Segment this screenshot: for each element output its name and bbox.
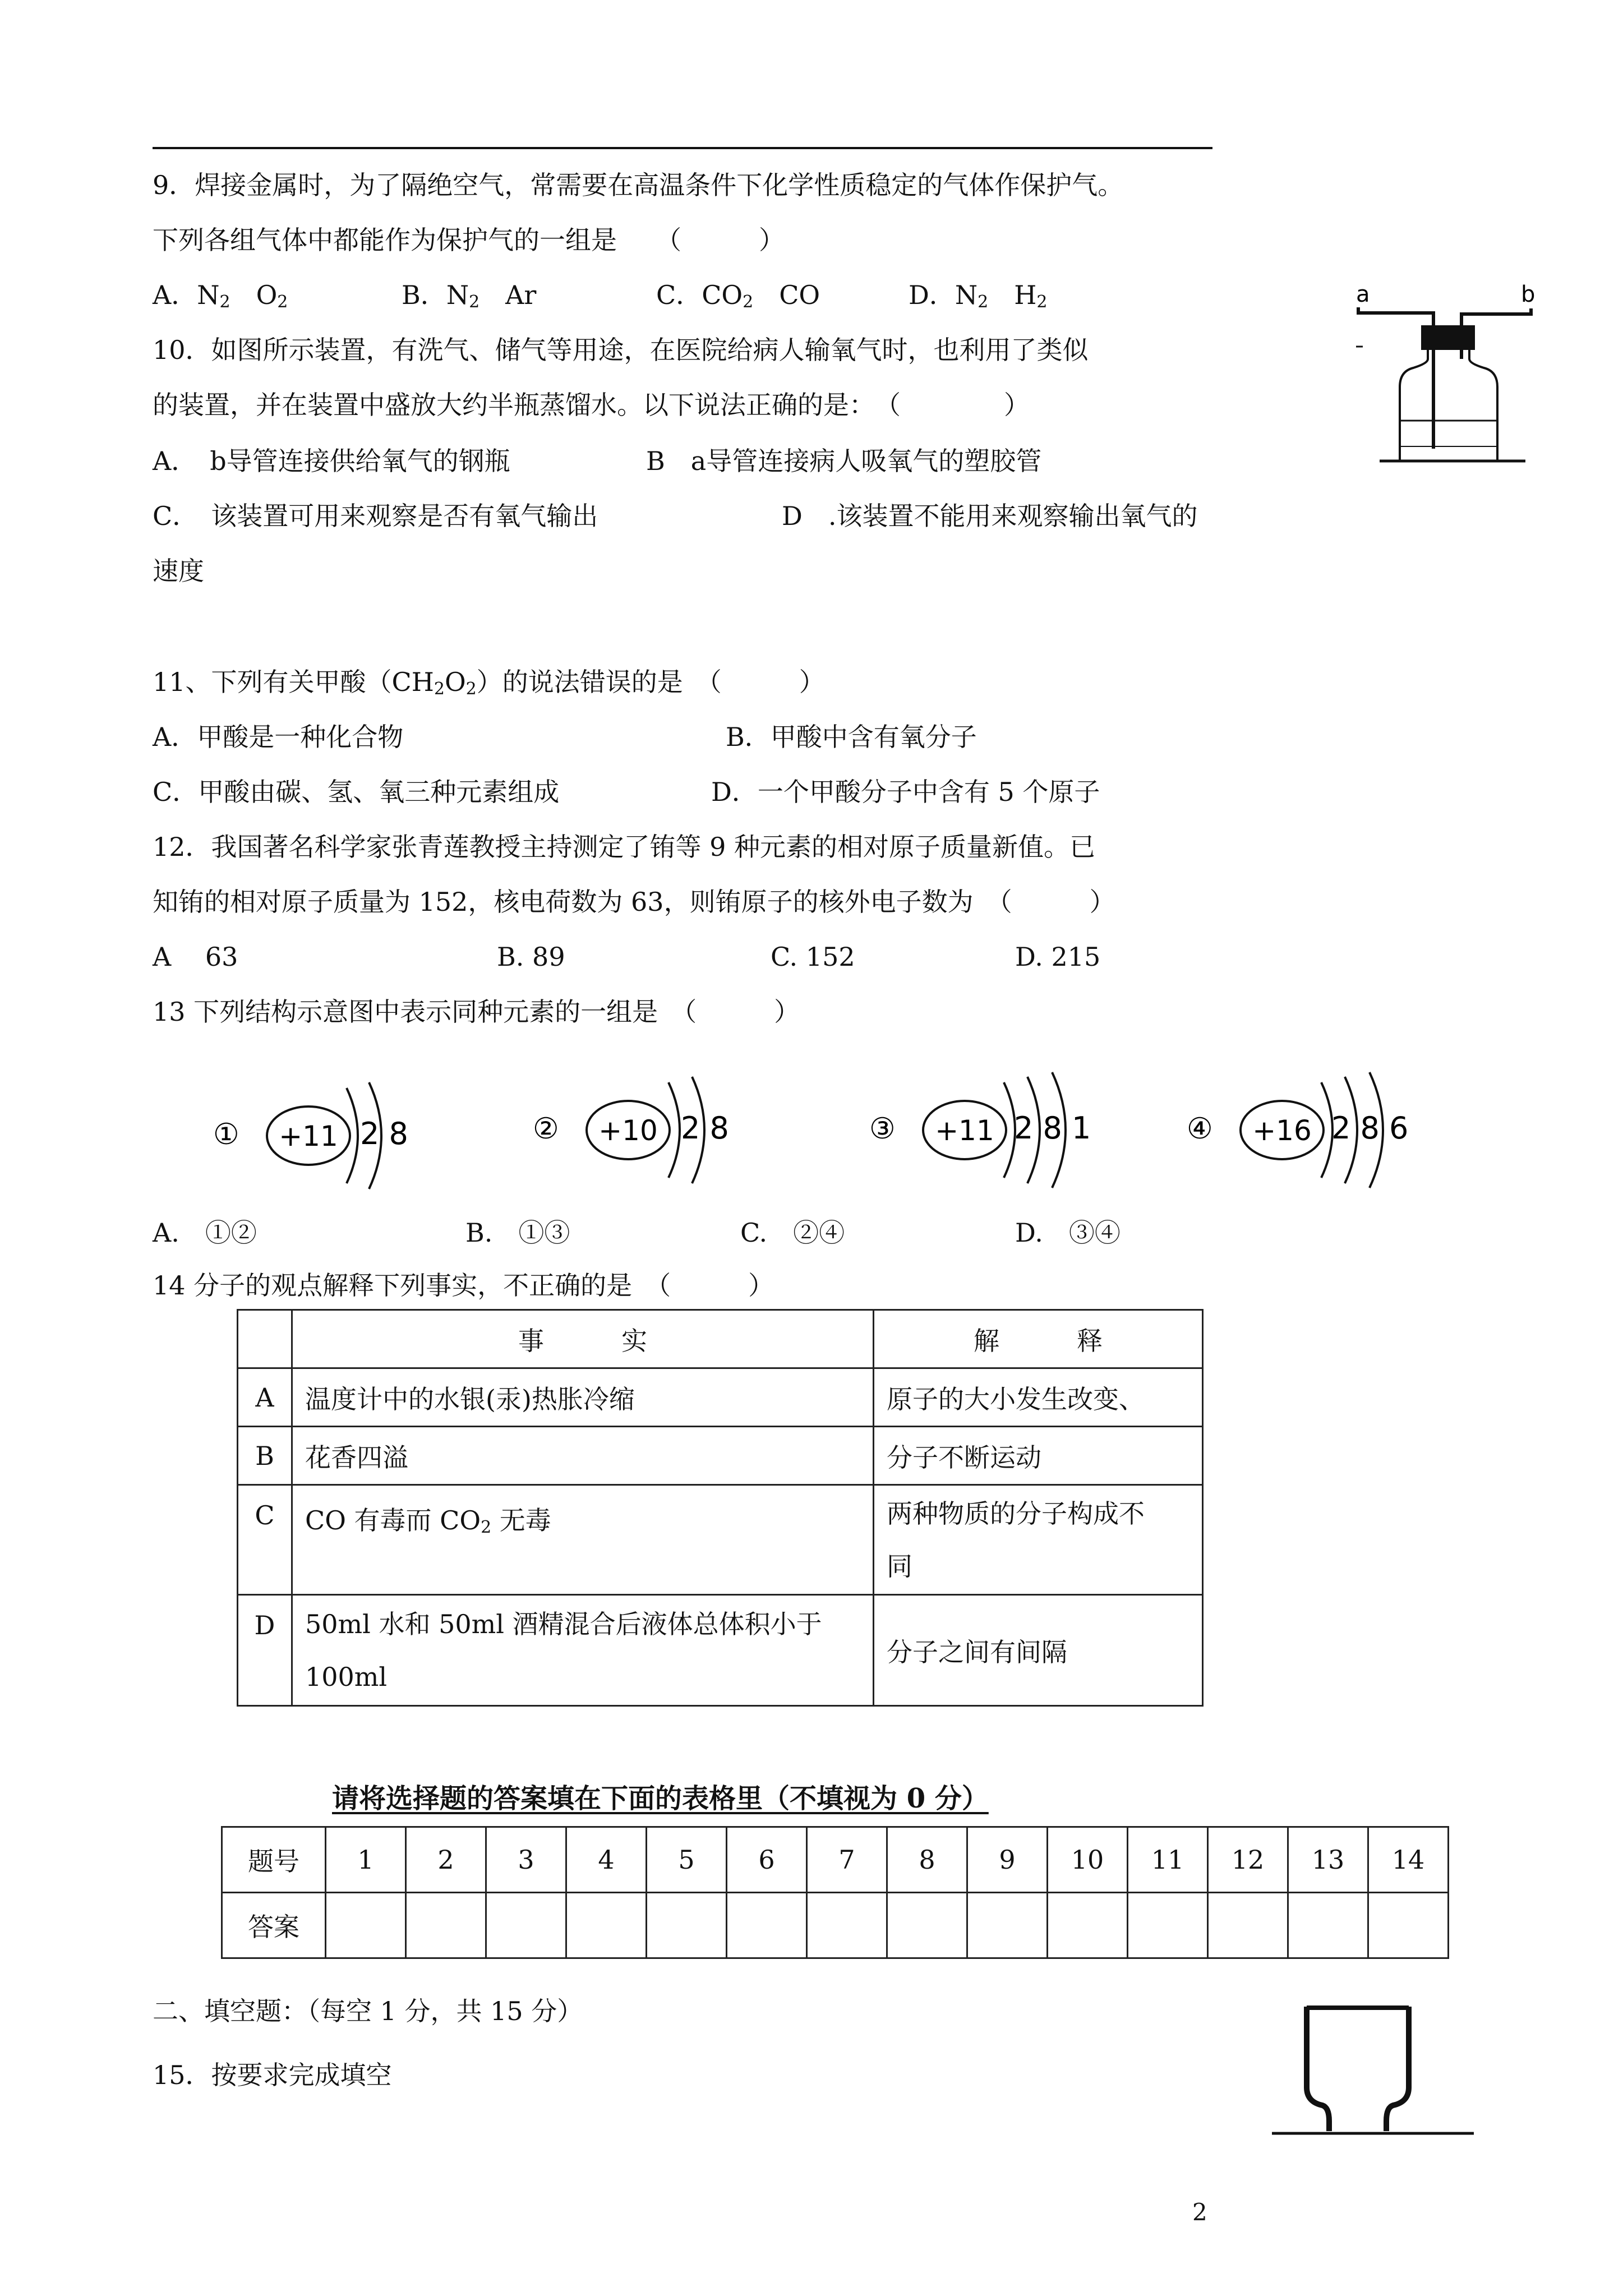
answer-row-label: 答案	[222, 1893, 326, 1958]
q13-option-a: A. ①②	[153, 1218, 257, 1248]
gas-washing-bottle-figure	[1346, 280, 1559, 460]
q9-option-c: C．$CO_2$ CO	[656, 280, 820, 312]
q15-stem: 15．按要求完成填空	[153, 2060, 392, 2090]
q11-option-b: B．甲酸中含有氧分子	[726, 722, 977, 752]
answer-number: 6	[727, 1827, 807, 1893]
q12-option-a: A 63	[153, 942, 238, 972]
q12-option-b: B. 89	[497, 942, 565, 972]
q9-option-a: A．$N_2$ $O_2$	[153, 280, 288, 312]
fig-bottle	[1400, 350, 1497, 461]
answer-number: 10	[1048, 1827, 1128, 1893]
answer-number: 7	[807, 1827, 887, 1893]
answer-number: 12	[1208, 1827, 1288, 1893]
answer-number: 8	[887, 1827, 967, 1893]
q14-row-explanation: 两种物质的分子构成不 同	[874, 1485, 1203, 1595]
q14-row-fact: 温度计中的水银(汞)热胀冷缩	[292, 1368, 874, 1427]
answer-number: 5	[647, 1827, 727, 1893]
answer-cell[interactable]	[1288, 1893, 1368, 1958]
q14-row-key: C	[238, 1485, 292, 1595]
atom-1-shells: 2 8	[360, 1116, 408, 1151]
header-rule	[153, 147, 1212, 149]
q14-row-fact: 花香四溢	[292, 1427, 874, 1485]
q14-row-explanation: 原子的大小发生改变、	[874, 1368, 1203, 1427]
atom-diagram-3	[869, 1066, 1105, 1189]
section2-title: 二、填空题：（每空 1 分，共 15 分）	[153, 1996, 583, 2026]
atom-diagram-1	[213, 1071, 415, 1195]
gas-jar-left-wall	[1307, 2007, 1329, 2131]
answer-cell[interactable]	[406, 1893, 486, 1958]
answer-cell[interactable]	[1128, 1893, 1208, 1958]
q14-header-fact: 事 实	[292, 1310, 874, 1368]
q10-option-a: A． b导管连接供给氧气的钢瓶	[153, 446, 510, 476]
q10-option-b: B a导管连接病人吸氧气的塑胶管	[646, 446, 1042, 476]
answer-number: 9	[967, 1827, 1048, 1893]
answer-number: 11	[1128, 1827, 1208, 1893]
page-number: 2	[1192, 2198, 1207, 2226]
q14-header-explanation: 解 释	[874, 1310, 1203, 1368]
q14-row-b	[238, 1427, 1203, 1485]
gas-jar-right-wall	[1386, 2007, 1409, 2131]
fig-stopper	[1421, 325, 1475, 350]
fig-label-b: b	[1521, 282, 1536, 307]
atom-diagram-4	[1187, 1066, 1433, 1189]
gas-jar-figure	[1272, 2003, 1496, 2143]
answer-number: 4	[566, 1827, 647, 1893]
q14-table-header	[238, 1310, 1203, 1368]
q11-stem: 11、下列有关甲酸$(CH_2O_2)$的说法错误的是 （ ）	[153, 667, 825, 699]
answer-table-number-row	[222, 1827, 1449, 1893]
q14-stem: 14 分子的观点解释下列事实，不正确的是 （ ）	[153, 1270, 774, 1301]
atom-diagram-2	[533, 1066, 746, 1189]
atom-2-label: ②	[533, 1112, 559, 1146]
q11-option-c: C．甲酸由碳、氢、氧三种元素组成	[153, 777, 560, 807]
answer-number: 2	[406, 1827, 486, 1893]
q14-row-key: B	[238, 1427, 292, 1485]
atom-4-nucleus-charge: +16	[1252, 1114, 1312, 1147]
atom-4-label: ④	[1187, 1112, 1213, 1146]
answer-cell[interactable]	[1368, 1893, 1449, 1958]
answer-table-title: 请将选择题的答案填在下面的表格里（不填视为 0 分）	[332, 1783, 989, 1814]
q9-option-b: B．$N_2$ Ar	[402, 280, 537, 312]
atom-4-shells: 2 8 6	[1331, 1110, 1409, 1146]
q14-row-a	[238, 1368, 1203, 1427]
q12-option-d: D. 215	[1015, 942, 1101, 972]
atom-3-nucleus-charge: +11	[935, 1114, 994, 1147]
q14-row-key: A	[238, 1368, 292, 1427]
answer-cell[interactable]	[967, 1893, 1048, 1958]
answer-cell[interactable]	[887, 1893, 967, 1958]
atom-3-label: ③	[869, 1112, 896, 1146]
q11-option-a: A．甲酸是一种化合物	[153, 722, 404, 752]
answer-table	[221, 1826, 1449, 1959]
atom-2-shells: 2 8	[681, 1110, 729, 1146]
q10-line2: 的装置，并在装置中盛放大约半瓶蒸馏水。以下说法正确的是： （ ）	[153, 390, 1030, 420]
q14-table	[237, 1309, 1204, 1707]
q10-line1: 10．如图所示装置，有洗气、储气等用途，在医院给病人输氧气时，也利用了类似	[153, 335, 1089, 365]
answer-number-label: 题号	[222, 1827, 326, 1893]
q10-option-c: C． 该装置可用来观察是否有氧气输出	[153, 501, 598, 531]
atom-1-label: ①	[213, 1118, 239, 1151]
q10-option-d-cont: 速度	[153, 556, 204, 586]
answer-cell[interactable]	[1048, 1893, 1128, 1958]
fig-label-a: a	[1356, 282, 1370, 307]
answer-cell[interactable]	[647, 1893, 727, 1958]
q10-option-d: D .该装置不能用来观察输出氧气的	[782, 501, 1198, 531]
answer-cell[interactable]	[807, 1893, 887, 1958]
q9-line1: 9．焊接金属时，为了隔绝空气，常需要在高温条件下化学性质稳定的气体作保护气。	[153, 170, 1124, 200]
q13-option-d: D. ③④	[1015, 1218, 1121, 1248]
atom-2-nucleus-charge: +10	[598, 1114, 658, 1147]
q14-row-fact: 50ml 水和 50ml 酒精混合后液体总体积小于 100ml	[292, 1595, 874, 1706]
q14-row-fact: CO 有毒而 $CO_2$ 无毒	[292, 1485, 874, 1595]
q12-line2: 知铕的相对原子质量为 152，核电荷数为 63，则铕原子的核外电子数为 （ ）	[153, 887, 1115, 917]
answer-cell[interactable]	[1208, 1893, 1288, 1958]
answer-number: 14	[1368, 1827, 1449, 1893]
answer-table-answer-row	[222, 1893, 1449, 1958]
q14-row-c	[238, 1485, 1203, 1595]
q14-header-blank	[238, 1310, 292, 1368]
q12-option-c: C. 152	[771, 942, 855, 972]
atom-3-shells: 2 8 1	[1014, 1110, 1091, 1146]
atom-1-shell-arc	[347, 1088, 358, 1183]
q13-option-c: C. ②④	[740, 1218, 845, 1248]
answer-cell[interactable]	[727, 1893, 807, 1958]
q11-option-d: D．一个甲酸分子中含有 5 个原子	[711, 777, 1100, 807]
answer-cell[interactable]	[486, 1893, 566, 1958]
answer-number: 1	[326, 1827, 406, 1893]
q14-row-explanation: 分子不断运动	[874, 1427, 1203, 1485]
atom-1-nucleus-charge: +11	[279, 1120, 338, 1152]
q12-line1: 12．我国著名科学家张青莲教授主持测定了铕等 9 种元素的相对原子质量新值。已	[153, 832, 1096, 862]
q14-row-explanation: 分子之间有间隔	[874, 1595, 1203, 1706]
q9-option-d: D．$N_2$ $H_2$	[909, 280, 1048, 312]
answer-number: 13	[1288, 1827, 1368, 1893]
q13-stem: 13 下列结构示意图中表示同种元素的一组是 （ ）	[153, 997, 800, 1027]
q14-row-d	[238, 1595, 1203, 1706]
answer-cell[interactable]	[326, 1893, 406, 1958]
q14-row-key: D	[238, 1595, 292, 1706]
q13-option-b: B. ①③	[465, 1218, 570, 1248]
q9-line2: 下列各组气体中都能作为保护气的一组是 （ ）	[153, 225, 785, 255]
answer-number: 3	[486, 1827, 566, 1893]
answer-cell[interactable]	[566, 1893, 647, 1958]
